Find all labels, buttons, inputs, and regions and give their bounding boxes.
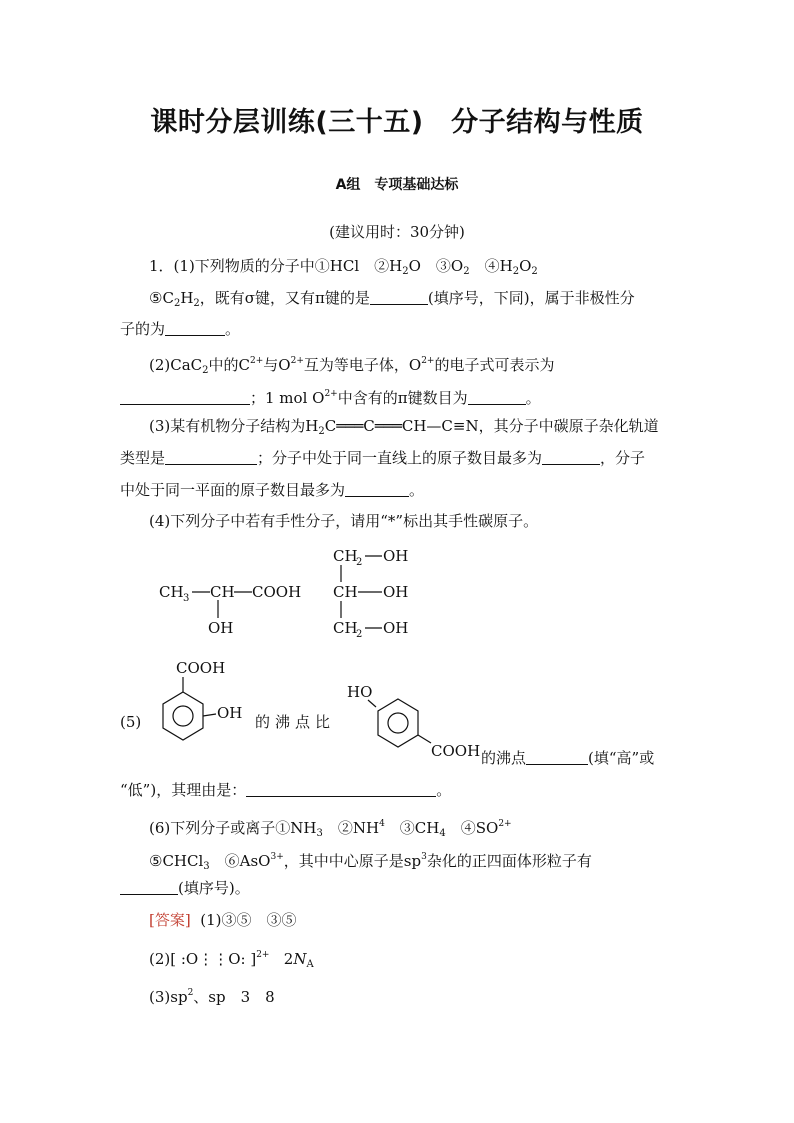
q6-text-i: (填序号)。 [178, 879, 250, 897]
sub: 2 [463, 266, 470, 277]
q2-line2 [120, 384, 541, 408]
group-heading: A组 专项基础达标 [335, 177, 459, 193]
q2-line1 [149, 351, 555, 381]
bond [418, 735, 431, 743]
sub: 3 [203, 861, 210, 872]
q6-line1 [149, 814, 512, 844]
answer-3-a: (3)sp [149, 988, 188, 1006]
atom-ho: HO [347, 683, 373, 701]
answer-blank[interactable] [370, 289, 428, 305]
sub: 2 [531, 266, 538, 277]
sub: 2 [202, 365, 209, 376]
sub: 2 [512, 266, 520, 277]
q1-text-d: O [519, 257, 532, 275]
atom-oh: OH [208, 619, 234, 637]
q5-text-b: (填“高”或 [588, 749, 655, 767]
sub: 2 [402, 266, 409, 277]
q6-text-c: ③CH [384, 819, 440, 837]
sup: 3+ [270, 852, 284, 862]
atom-ch2-bottom: CH [333, 619, 358, 637]
page-title: 课时分层训练(三十五) 分子结构与性质 [150, 107, 644, 138]
atom-cooh: COOH [176, 659, 226, 677]
answer-blank[interactable] [165, 449, 257, 465]
atom-cooh: COOH [252, 583, 302, 601]
glycerol-structure [333, 547, 408, 640]
q2-text-f: ；1 mol O [250, 389, 325, 407]
sub: 2 [356, 629, 363, 640]
q1-text-b: O ③O [408, 257, 464, 275]
sup: 4 [379, 819, 385, 829]
q6-text-a: (6)下列分子或离子①NH [149, 819, 317, 837]
q6-line3 [120, 878, 250, 898]
q1-line3 [120, 319, 240, 339]
q2-text-c: 与O [263, 356, 291, 374]
q5-text-c: “低”)，其理由是： [120, 781, 247, 799]
q1-text-g: ，既有σ键，又有π键的是 [199, 289, 370, 307]
answer-blank[interactable] [542, 449, 600, 465]
atom-oh-bottom: OH [383, 619, 409, 637]
sup: 2+ [256, 950, 270, 960]
answer-tag: [答案] [149, 911, 191, 929]
answer-line2 [149, 945, 314, 975]
answer-blank[interactable] [345, 481, 409, 497]
q1-text-a: 1．(1)下列物质的分子中①HCl ②H [149, 257, 403, 275]
atom-ch: CH [210, 583, 235, 601]
sup: 2 [187, 988, 194, 998]
sup: 2+ [421, 356, 435, 366]
q6-text-d: ④SO [445, 819, 499, 837]
atom-ch-mid: CH [333, 583, 358, 601]
q1-text-h: (填序号，下同)，属于非极性分 [427, 289, 635, 307]
q3-text-c: 类型是 [120, 449, 166, 467]
q3-text-b: C═══C═══CH—C≡N，其分子中碳原子杂化轨道 [324, 417, 659, 435]
answer-2-count: 2 [283, 950, 294, 968]
q2-text-a: (2)CaC [149, 356, 203, 374]
q5-mid-text: 的沸点比 [255, 713, 336, 731]
q1-text-e: ⑤C [149, 289, 174, 307]
answer-line1 [149, 910, 297, 930]
q5-text-d: 。 [436, 781, 452, 799]
q2-text-h: 。 [525, 389, 541, 407]
avogadro-symbol: N [293, 950, 307, 968]
atom-oh-mid: OH [383, 583, 409, 601]
sup: 3 [421, 852, 427, 862]
q1-line1 [149, 256, 538, 282]
q5-line2 [120, 780, 451, 800]
suggested-time: (建议用时：30分钟) [329, 223, 465, 241]
q4-structures [150, 540, 430, 648]
q6-text-g: ，其中中心原子是sp [283, 852, 422, 870]
benzene-ring [163, 692, 203, 740]
answer-line3 [149, 983, 275, 1007]
salicylic-acid-structure [163, 659, 242, 740]
q3-text-g: 。 [409, 481, 425, 499]
aromatic-circle [388, 713, 408, 733]
sub: 2 [193, 298, 200, 309]
q6-text-b: ②NH [322, 819, 380, 837]
atom-cooh: COOH [431, 742, 481, 760]
benzene-ring [378, 699, 418, 747]
q3-line1 [149, 416, 659, 442]
sub: 2 [356, 557, 363, 568]
sup: 2+ [498, 819, 512, 829]
answer-blank[interactable] [468, 389, 526, 405]
sub: 4 [439, 828, 446, 839]
q3-text-e: ，分子 [600, 449, 646, 467]
sub: 2 [173, 298, 181, 309]
answer-blank[interactable] [120, 389, 250, 405]
q3-line2 [120, 448, 645, 468]
q2-text-d: 互为等电子体，O [303, 356, 422, 374]
q6-text-f: ⑥AsO [209, 852, 271, 870]
sup: 2+ [290, 356, 304, 366]
sup: 2+ [324, 389, 338, 399]
q1-text-f: H [180, 289, 194, 307]
atom-ch3: CH [159, 583, 184, 601]
q4-line1: (4)下列分子中若有手性分子，请用“*”标出其手性碳原子。 [149, 512, 539, 530]
bond [203, 714, 216, 716]
answer-blank[interactable] [165, 320, 225, 336]
answer-blank[interactable] [526, 749, 588, 765]
q1-line2 [149, 288, 635, 314]
atom-oh: OH [217, 704, 243, 722]
q2-text-e: 的电子式可表示为 [434, 356, 555, 374]
p-hydroxybenzoic-acid-structure [347, 683, 480, 760]
answer-blank[interactable] [120, 879, 178, 895]
q3-text-a: (3)某有机物分子结构为H [149, 417, 319, 435]
q5-text-a: 的沸点 [481, 749, 527, 767]
answer-1: (1)③⑤ ③⑤ [200, 911, 297, 929]
q5-label: (5) [120, 713, 142, 731]
q6-line2 [149, 847, 592, 877]
bond [368, 700, 376, 707]
answer-blank[interactable] [246, 781, 436, 797]
q1-text-j: 。 [225, 320, 241, 338]
sup: 2+ [250, 356, 264, 366]
sub: 2 [318, 426, 325, 437]
q1-text-c: ④H [469, 257, 513, 275]
q3-text-d: ；分子中处于同一直线上的原子数目最多为 [257, 449, 543, 467]
sub: 3 [183, 593, 190, 604]
q3-line3 [120, 480, 424, 500]
sub: A [306, 959, 314, 970]
sub: 3 [316, 828, 323, 839]
q6-text-h: 杂化的正四面体形粒子有 [426, 852, 592, 870]
q3-text-f: 中处于同一平面的原子数目最多为 [120, 481, 346, 499]
q2-text-b: 中的C [208, 356, 251, 374]
aromatic-circle [173, 706, 193, 726]
q1-text-i: 子的为 [120, 320, 166, 338]
q6-text-e: ⑤CHCl [149, 852, 204, 870]
q2-text-g: 中含有的π键数目为 [337, 389, 468, 407]
lactic-acid-structure [159, 583, 301, 637]
answer-3-b: 、sp 3 8 [193, 988, 275, 1006]
answer-2-formula: (2)[ :O⋮⋮O: ] [149, 950, 257, 968]
atom-oh-top: OH [383, 547, 409, 565]
q5-line1-tail [481, 748, 654, 768]
atom-ch2-top: CH [333, 547, 358, 565]
